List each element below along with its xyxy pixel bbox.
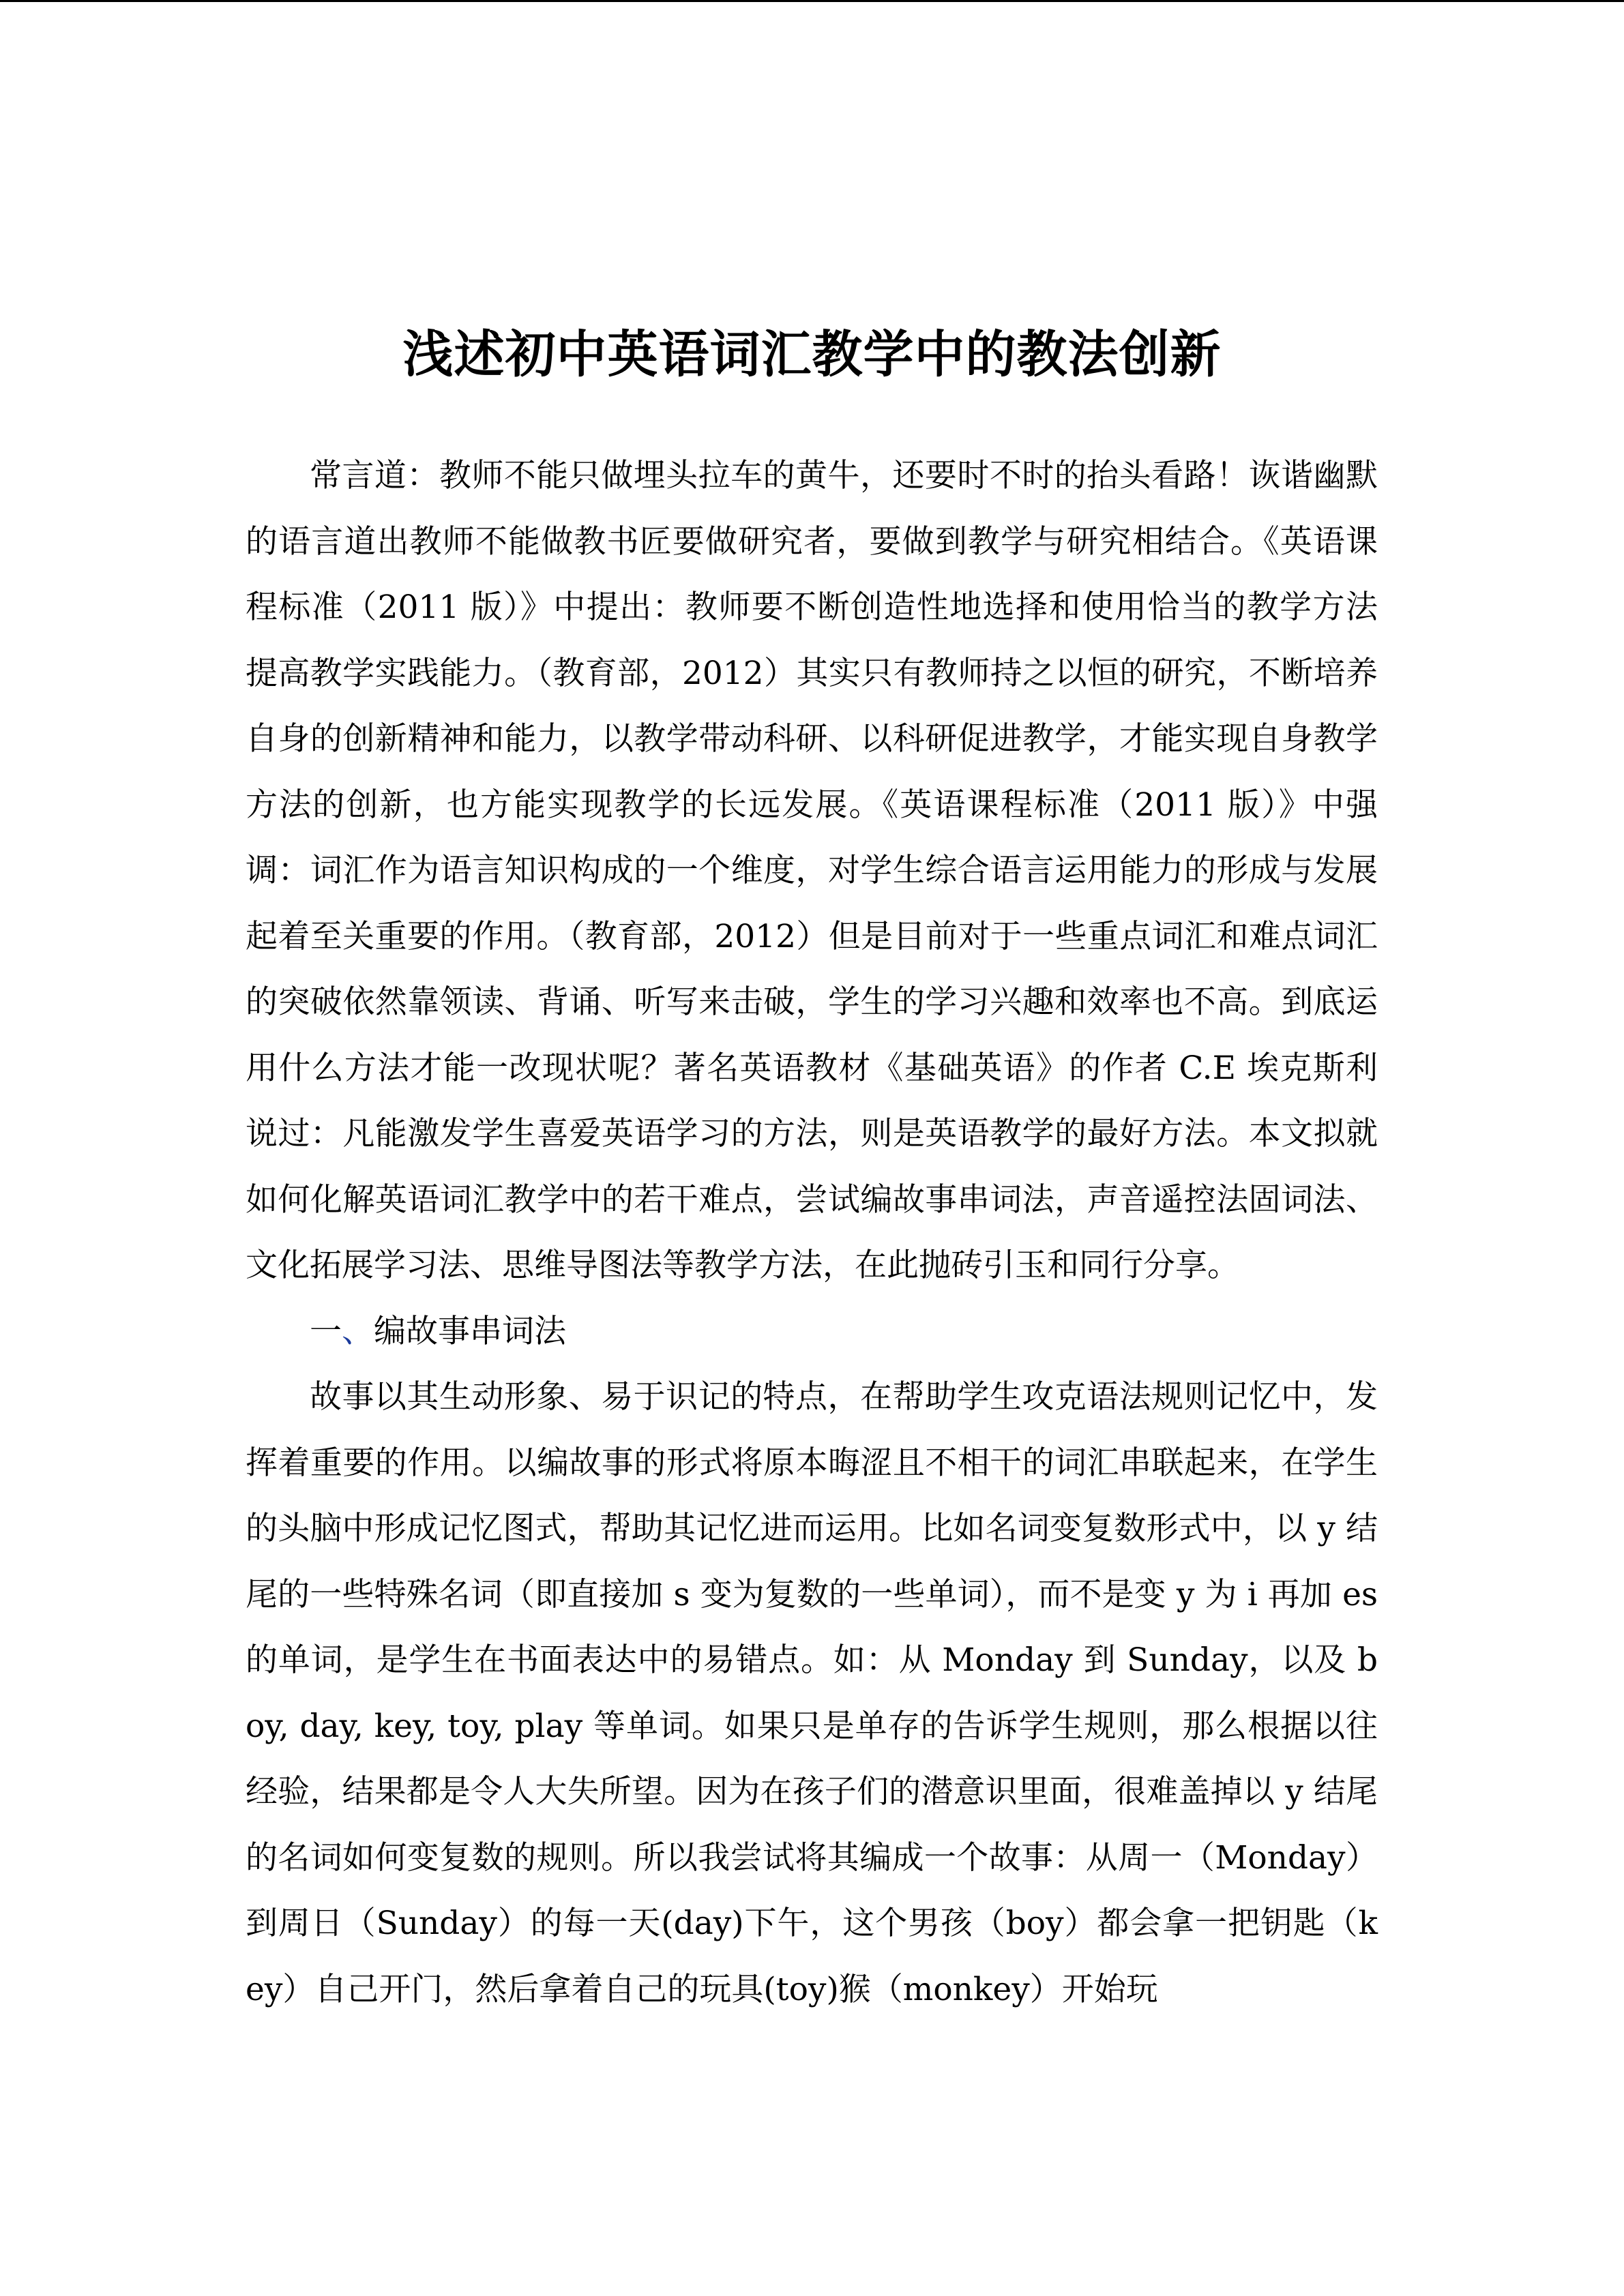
page-top-border xyxy=(0,0,1624,2)
section-heading xyxy=(246,1299,1378,1365)
section-paragraph: 故事以其生动形象、易于识记的特点，在帮助学生攻克语法规则记忆中，发挥着重要的作用。以编故事的形式将原本晦涩且不相干的词汇串联起来，在学生的头脑中形成记忆图式，帮助其记忆进而运用。比如名词变复数形式中，以 y 结尾的一些特殊名词（即直接加 s 变为复数的一些单词），而不是变 y 为 i 再加 es 的单词，是学生在书面表达中的易错点。如：从 Monday 到 Sunday，以及 boy, day, key, toy, play 等单词。如果只是单存的告诉学生规则，那么根据以往经验，结果都是令人大失所望。因为在孩子们的潜意识里面，很难盖掉以 y 结尾的名词如何变复数的规则。所以我尝试将其编成一个故事：从周一（Monday）到周日（Sunday）的每一天(day)下午，这个男孩（boy）都会拿一把钥匙（key）自己开门，然后拿着自己的玩具(toy)猴（monkey）开始玩 xyxy=(246,1378,1378,2008)
section-heading-separator: 、 xyxy=(342,1312,374,1350)
document-body xyxy=(246,443,1378,2023)
section-heading-number: 一 xyxy=(310,1312,342,1350)
intro-paragraph: 常言道：教师不能只做埋头拉车的黄牛，还要时不时的抬头看路！诙谐幽默的语言道出教师不能做教书匠要做研究者，要做到教学与研究相结合。《英语课程标准（2011 版）》中提出：教师要不断创造性地选择和使用恰当的教学方法提高教学实践能力。（教育部，2012）其实只有教师持之以恒的研究，不断培养自身的创新精神和能力，以教学带动科研、以科研促进教学，才能实现自身教学方法的创新，也方能实现教学的长远发展。《英语课程标准（2011 版）》中强调：词汇作为语言知识构成的一个维度，对学生综合语言运用能力的形成与发展起着至关重要的作用。（教育部，2012）但是目前对于一些重点词汇和难点词汇的突破依然靠领读、背诵、听写来击破，学生的学习兴趣和效率也不高。到底运用什么方法才能一改现状呢？著名英语教材《基础英语》的作者 C.E 埃克斯利说过：凡能激发学生喜爱英语学习的方法，则是英语教学的最好方法。本文拟就如何化解英语词汇教学中的若干难点，尝试编故事串词法，声音遥控法固词法、文化拓展学习法、思维导图法等教学方法，在此抛砖引玉和同行分享。 xyxy=(246,457,1378,1284)
page-title: 浅述初中英语词汇教学中的教法创新 xyxy=(402,325,1222,384)
section-heading-text: 编故事串词法 xyxy=(374,1312,566,1350)
